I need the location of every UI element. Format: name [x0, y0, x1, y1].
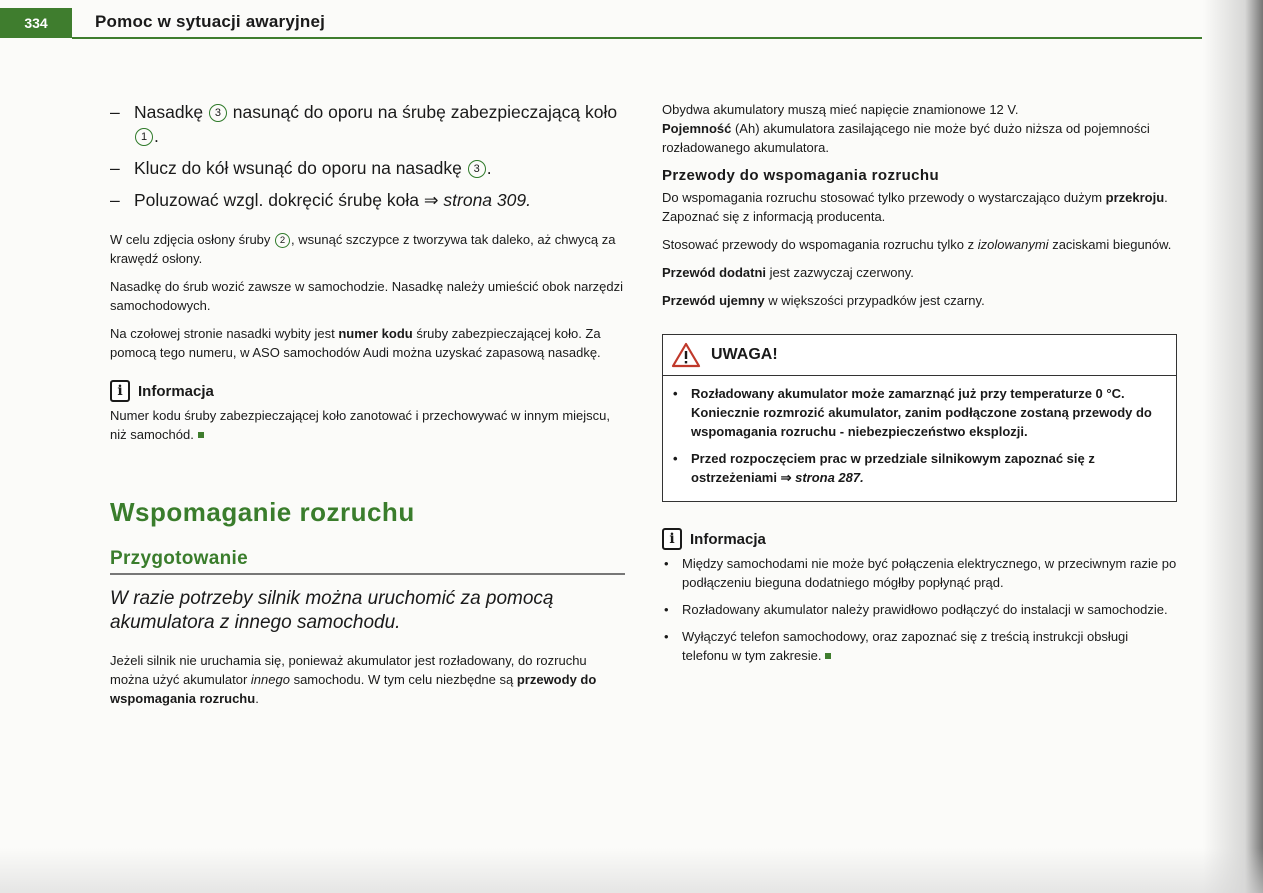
paragraph: Na czołowej stronie nasadki wybity jest numer kodu śruby zabezpieczającej koło. Za pomocą tego numeru, w ASO samochodów Audi można uzyskać zapasową nasadkę.	[110, 326, 601, 360]
page-reference: strona 287.	[795, 470, 864, 485]
page-reference: strona 309.	[443, 190, 531, 210]
info-heading: i Informacja	[662, 528, 1177, 550]
paragraph: Przewód dodatni jest zazwyczaj czerwony.	[662, 265, 914, 280]
info-icon: i	[110, 380, 130, 402]
header-rule	[72, 37, 1202, 39]
callout-3: 3	[209, 104, 227, 122]
right-column	[662, 100, 1177, 673]
paragraph: Stosować przewody do wspomagania rozruchu tylko z izolowanymi zaciskami biegunów.	[662, 237, 1172, 252]
info-item: • Wyłączyć telefon samochodowy, oraz zapoznać się z treścią instrukcji obsługi telefonu w tym zakresie.	[664, 629, 1129, 663]
page-number: 334	[0, 8, 72, 38]
step-3: – Poluzować wzgl. dokręcić śrubę koła ⇒ strona 309.	[110, 190, 531, 210]
paragraph: Obydwa akumulatory muszą mieć napięcie znamionowe 12 V.	[662, 102, 1019, 117]
warning-item: • Przed rozpoczęciem prac w przedziale silnikowym zapoznać się z ostrzeżeniami ⇒ strona 287.	[673, 451, 1095, 485]
page-bottom-shadow	[0, 848, 1263, 893]
paragraph: W celu zdjęcia osłony śruby 2 , wsunąć szczypce z tworzywa tak daleko, aż chwycą za krawędź osłony.	[110, 232, 616, 266]
warning-item: • Rozładowany akumulator może zamarznąć już przy temperaturze 0 °C. Koniecznie rozmrozić akumulator, zanim podłączone zostaną przewody do wspomagania rozruchu - niebezpieczeństwo eksplozji.	[673, 386, 1152, 439]
callout-3: 3	[468, 160, 486, 178]
subsection-title: Przygotowanie	[110, 548, 248, 569]
subheading: Przewody do wspomagania rozruchu	[662, 167, 940, 184]
info-text: Numer kodu śruby zabezpieczającej koło zanotować i przechowywać w innym miejscu, niż samochód.	[110, 408, 610, 442]
paragraph: Nasadkę do śrub wozić zawsze w samochodzie. Nasadkę należy umieścić obok narzędzi samochodowych.	[110, 279, 624, 313]
running-title: Pomoc w sytuacji awaryjnej	[95, 12, 326, 31]
callout-1: 1	[135, 128, 153, 146]
section-title: Wspomaganie rozruchu	[110, 497, 415, 527]
subsection-rule	[110, 573, 625, 575]
end-mark-icon	[825, 653, 831, 659]
info-icon: i	[662, 528, 682, 550]
paragraph: Jeżeli silnik nie uruchamia się, ponieważ akumulator jest rozładowany, do rozruchu można użyć akumulator innego samochodu. W tym celu niezbędne są przewody do wspomagania rozruchu.	[110, 652, 597, 706]
paragraph: Przewód ujemny w większości przypadków jest czarny.	[662, 293, 985, 308]
paragraph: Pojemność (Ah) akumulatora zasilającego nie może być dużo niższa od pojemności rozładowanego akumulatora.	[662, 121, 1150, 155]
info-item: • Rozładowany akumulator należy prawidłowo podłączyć do instalacji w samochodzie.	[664, 602, 1168, 617]
end-mark-icon	[198, 432, 204, 438]
warning-box	[662, 334, 1177, 502]
callout-2: 2	[275, 233, 290, 248]
paragraph: Do wspomagania rozruchu stosować tylko przewody o wystarczająco dużym przekroju. Zapoznać się z informacją producenta.	[662, 190, 1168, 224]
left-column	[110, 100, 625, 717]
info-heading: i Informacja	[110, 380, 625, 402]
step-1: – Nasadkę 3 nasunąć do oporu na śrubę zabezpieczającą koło 1 .	[110, 102, 618, 146]
warning-heading: UWAGA!	[663, 335, 1176, 376]
lead-text: W razie potrzeby silnik można uruchomić za pomocą akumulatora z innego samochodu.	[110, 587, 554, 633]
step-2: – Klucz do kół wsunąć do oporu na nasadkę 3 .	[110, 158, 492, 178]
info-item: • Między samochodami nie może być połączenia elektrycznego, w przeciwnym razie po podłączeniu bieguna dodatniego mógłby popłynąć prąd.	[664, 556, 1177, 590]
warning-triangle-icon	[671, 342, 701, 368]
page-gutter-shadow	[1203, 0, 1263, 893]
